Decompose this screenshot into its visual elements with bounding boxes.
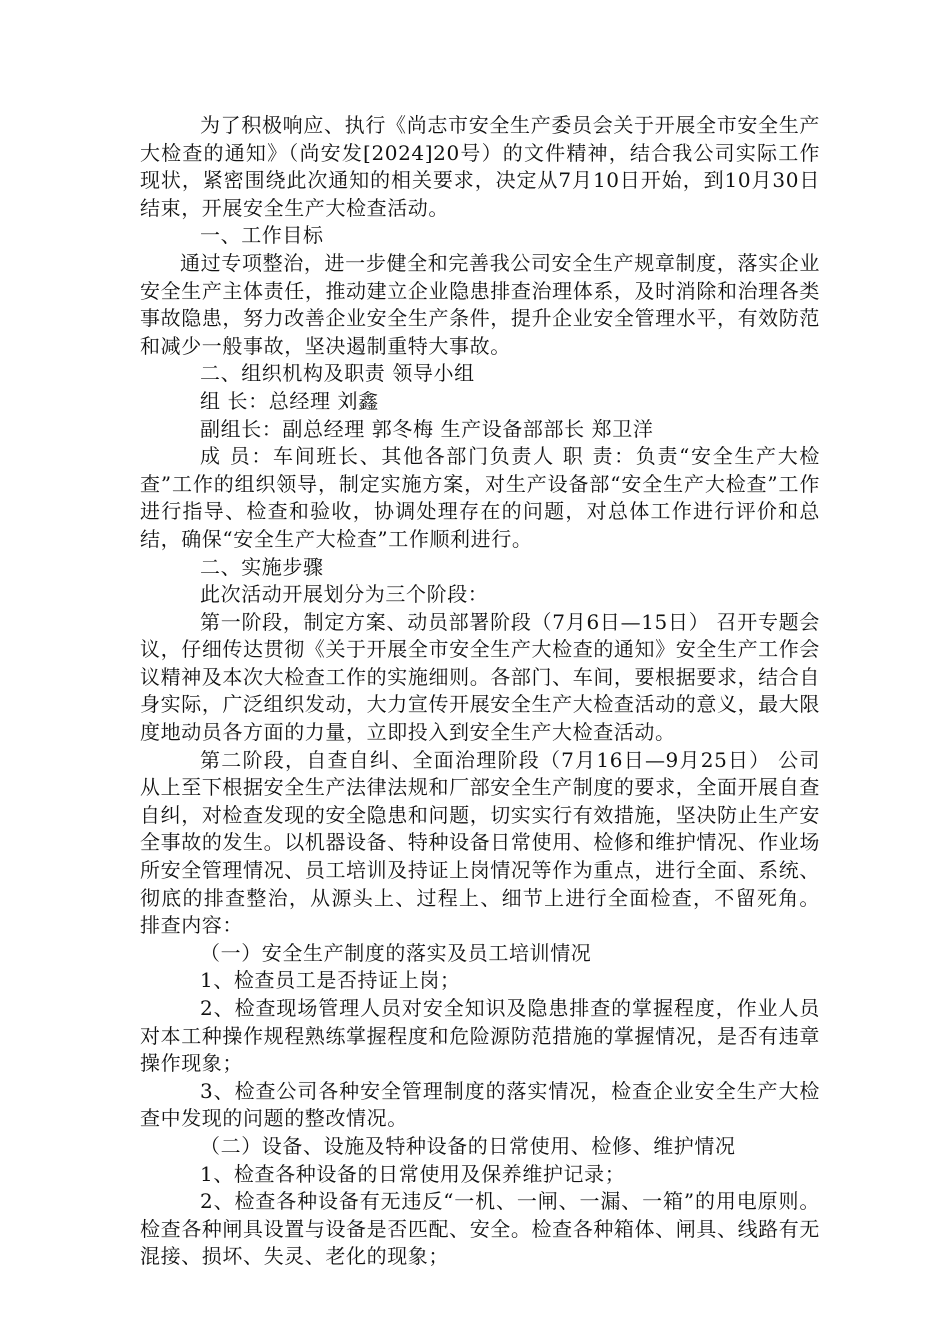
phase-two-paragraph: 第二阶段，自查自纠、全面治理阶段（7月16日—9月25日） 公司从上至下根据安全生产法律法规和厂部安全生产制度的要求，全面开展自查自纠，对检查发现的安全隐患和问题，切实实行有效措施，坚决防止生产安全事故的发生。以机器设备、特种设备日常使用、检修和维护情况、作业场所安全管理情况、员工培训及持证上岗情况等作为重点，进行全面、系统、彻底的排查整治，从源头上、过程上、细节上进行全面检查，不留死角。 排查内容： [140,747,820,938]
deputy-leader-line: 副组长：副总经理 郭冬梅 生产设备部部长 郑卫洋 [200,416,654,441]
section-heading-organization: 二、组织机构及职责 领导小组 [200,361,475,386]
phase-one-paragraph: 第一阶段，制定方案、动员部署阶段（7月6日—15日） 召开专题会议，仔细传达贯彻《关于开展全市安全生产大检查的通知》安全生产工作会议精神及本次大检查工作的实施细则。各部门、车间，要根据要求，结合自身实际，广泛组织发动，大力宣传开展安全生产大检查活动的意义，最大限度地动员各方面的力量，立即投入到安全生产大检查活动。 [140,609,820,745]
section-heading-goals: 一、工作目标 [200,223,324,248]
item-3-rules: 3、检查公司各种安全管理制度的落实情况，检查企业安全生产大检查中发现的问题的整改情况。 [140,1078,820,1131]
item-2-knowledge: 2、检查现场管理人员对安全知识及隐患排查的掌握程度，作业人员对本工种操作规程熟练掌握程度和危险源防范措施的掌握情况，是否有违章操作现象； [140,996,820,1076]
item-1-certification: 1、检查员工是否持证上岗； [200,968,461,993]
leader-line: 组 长：总经理 刘鑫 [200,388,379,413]
goals-paragraph: 通过专项整治，进一步健全和完善我公司安全生产规章制度，落实企业安全生产主体责任，推动建立企业隐患排查治理体系，及时消除和治理各类事故隐患，努力改善企业安全生产条件，提升企业安全管理水平，有效防范和减少一般事故，坚决遏制重特大事故。 [140,250,820,358]
item-2-electrical: 2、检查各种设备有无违反“一机、一闸、一漏、一箱”的用电原则。检查各种闸具设置与设备是否匹配、安全。检查各种箱体、闸具、线路有无混接、损坏、失灵、老化的现象； [140,1189,820,1269]
members-duties-paragraph: 成 员：车间班长、其他各部门负责人 职 责：负责“安全生产大检查”工作的组织领导，制定实施方案，对生产设备部“安全生产大检查”工作进行指导、检查和验收，协调处理存在的问题，对总体工作进行评价和总结，确保“安全生产大检查”工作顺利进行。 [140,444,820,551]
document-page [140,112,820,1271]
intro-paragraph: 为了积极响应、执行《尚志市安全生产委员会关于开展全市安全生产大检查的通知》（尚安发[2024]20号）的文件精神，结合我公司实际工作现状，紧密围绕此次通知的相关要求，决定从7月10日开始，到10月30日结束，开展安全生产大检查活动。 [140,113,820,220]
subheading-equipment: （二）设备、设施及特种设备的日常使用、检修、维护情况 [200,1133,736,1158]
section-heading-steps: 二、实施步骤 [200,554,324,579]
phases-intro: 此次活动开展划分为三个阶段： [200,582,489,607]
item-1-records: 1、检查各种设备的日常使用及保养维护记录； [200,1161,626,1186]
subheading-system-training: （一）安全生产制度的落实及员工培训情况 [200,940,592,965]
